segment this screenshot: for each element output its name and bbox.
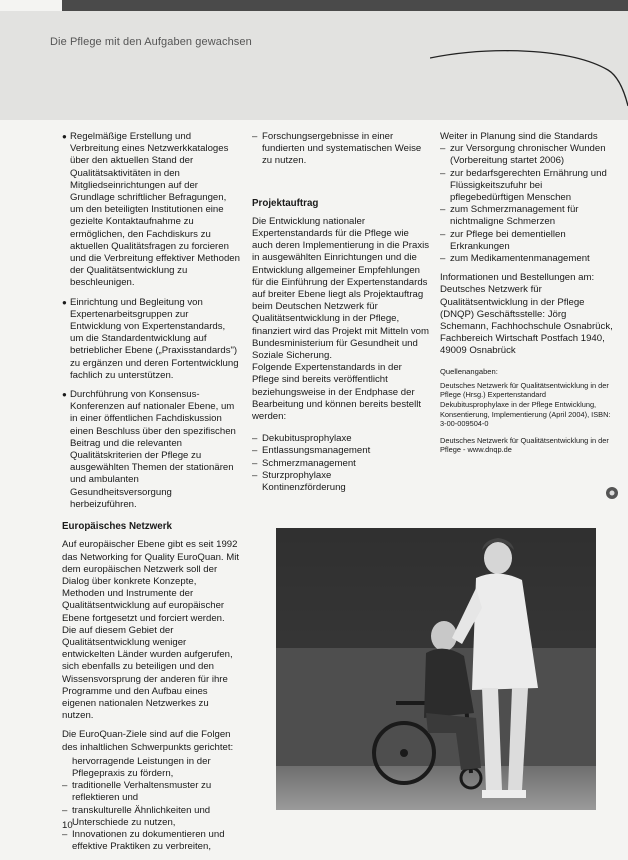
list-item: Kontinenzförderung <box>262 482 346 494</box>
page-number: 10 <box>62 820 73 831</box>
dash-list <box>252 131 430 168</box>
list-item <box>62 389 240 511</box>
column-right <box>440 131 614 462</box>
list-item: – zum Schmerzmanagement für nichtmaligne Schmerzen <box>440 204 579 228</box>
bullet-icon: ● <box>62 297 67 307</box>
dash-list <box>252 433 430 494</box>
list-item: hervorragende Leistungen in der Pflegepraxis zu fördern, <box>72 755 211 779</box>
margin-marker-icon <box>605 486 619 500</box>
bullet-icon: ● <box>62 390 67 400</box>
paragraph: Folgende Expertenstandards in der Pflege sind bereits veröffentlicht beziehungsweise in der Endphase der Bearbeitung und können bereits bestellt werden: <box>252 362 422 423</box>
list-item: – zum Medikamentenmanagement <box>440 253 590 265</box>
photo-nurse-with-wheelchair <box>276 528 596 810</box>
paragraph: Die EuroQuan-Ziele sind auf die Folgen des inhaltlichen Schwerpunkts gerichtet: <box>62 729 234 753</box>
list-item: – Schmerzmanagement <box>252 457 356 469</box>
bullet-text: Einrichtung und Begleitung von Expertenarbeitsgruppen zur Entwicklung von Expertenstandards, um die Standardentwicklung auf betrieblicher Ebene („Praxisstandards") zu ergänzen und deren Fortentwicklung fachlich zu unterstützen. <box>70 296 239 381</box>
column-left <box>62 131 240 860</box>
section-heading: Europäisches Netzwerk <box>62 521 172 533</box>
contact-info: Informationen und Bestellungen am: Deutsches Netzwerk für Qualitätsentwicklung in der Pflege (DNQP) Geschäftsstelle: Jörg Schemann, Fachhochschule Osnabrück, Fachbereich Wirtschaft Postfach 1940, 49009 Osnabrück <box>440 272 613 357</box>
list-item: – Entlassungsmanagement <box>252 445 371 457</box>
list-item: – Sturzprophylaxe <box>252 469 332 481</box>
list-item: – transkulturelle Ähnlichkeiten und Unterschiede zu nutzen, <box>62 804 211 828</box>
sources-heading: Quellenangaben: <box>440 366 498 376</box>
dash-list <box>62 756 240 854</box>
section-heading: Projektauftrag <box>252 197 319 209</box>
top-bar <box>62 0 628 11</box>
paragraph: Weiter in Planung sind die Standards <box>440 131 598 142</box>
source-reference: Deutsches Netzwerk für Qualitätsentwicklung in der Pflege (Hrsg.) Expertenstandard Dekubitusprophylaxe in der Pflege Entwicklung, Konsentierung, Implementierung (April 2004), ISBN: 3-00-009504-0 <box>440 380 611 429</box>
bullet-text: Durchführung von Konsensus-Konferenzen auf nationaler Ebene, um in einer öffentlichen Fachdiskussion einen Beschluss über den spezifischen Beitrag und die relevanten Qualitätskriterien der Pflege zu ausgewählten Themen der stationären und ambulanten Gesundheitsversorgung herbeizuführen. <box>70 389 236 510</box>
list-item: – zur Versorgung chronischer Wunden (Vorbereitung startet 2006) <box>440 143 606 167</box>
list-item: – Innovationen zu dokumentieren und effektive Praktiken zu verbreiten, <box>62 828 225 853</box>
list-item: – Dekubitusprophylaxe <box>252 433 352 445</box>
list-item <box>62 131 240 290</box>
bullet-icon: ● <box>62 132 67 141</box>
list-item <box>62 297 240 382</box>
paragraph: Auf europäischer Ebene gibt es seit 1992 das Networking for Quality EuroQuan. Mit dem europäischen Netzwerk soll der Dialog über konkrete Konzepte, Methoden und Instrumente der Qualitätsentwicklung auf europäischer Ebene fortgesetzt und forciert werden. Die auf diesem Gebiet der Qualitätsentwicklung weniger entwickelten Länder wurden aufgerufen, sich ebenfalls zu beteiligen und den Wissensvorsprung der anderen für ihre Programme und den Aufbau eines eigenen nationalen Netzwerkes zu nutzen. <box>62 539 240 722</box>
paragraph: Die Entwicklung nationaler Expertenstandards für die Pflege wie auch deren Implementierung in die Praxis in ausgewählten Einrichtungen und die Entwicklung allgemeiner Empfehlungen für die Einführung der Expertenstandards auf breiter Ebene liegt als Projektauftrag beim Deutschen Netzwerk für Qualitätsentwicklung in der Pflege, finanziert wird das Projekt mit Mitteln vom Bundesministerium für Gesundheit und Soziale Sicherung. <box>252 215 430 362</box>
list-item: – zur bedarfsgerechten Ernährung und Flüssigkeitszufuhr bei pflegebedürftigen Menschen <box>440 167 607 204</box>
running-title: Die Pflege mit den Aufgaben gewachsen <box>50 36 252 48</box>
list-item: – zur Pflege bei dementiellen Erkrankungen <box>440 228 566 252</box>
dash-list <box>440 143 614 265</box>
list-item: – traditionelle Verhaltensmuster zu reflektieren und <box>62 780 212 804</box>
list-item: – Forschungsergebnisse in einer fundierten und systematischen Weise zu nutzen. <box>252 131 422 167</box>
bullet-text: Regelmäßige Erstellung und Verbreitung eines Netzwerkkataloges über den aktuellen Stand der Qualitätsaktivitäten in den Mitgliedseinrichtungen auf der Grundlage schriftlicher Befragungen, um den beteiligten Institutionen eine gezielte Kontaktaufnahme zu ermöglichen, den Fachdiskurs zu aktuellen Qualitätsfragen zu forcieren und die Verbreitung effektiver Methoden der Qualitätsentwicklung zu beschleunigen. <box>70 131 240 289</box>
column-middle <box>252 131 430 501</box>
source-reference: Deutsches Netzwerk für Qualitätsentwicklung in der Pflege - www.dnqp.de <box>440 435 609 455</box>
header-swoosh-graphic <box>430 40 628 110</box>
